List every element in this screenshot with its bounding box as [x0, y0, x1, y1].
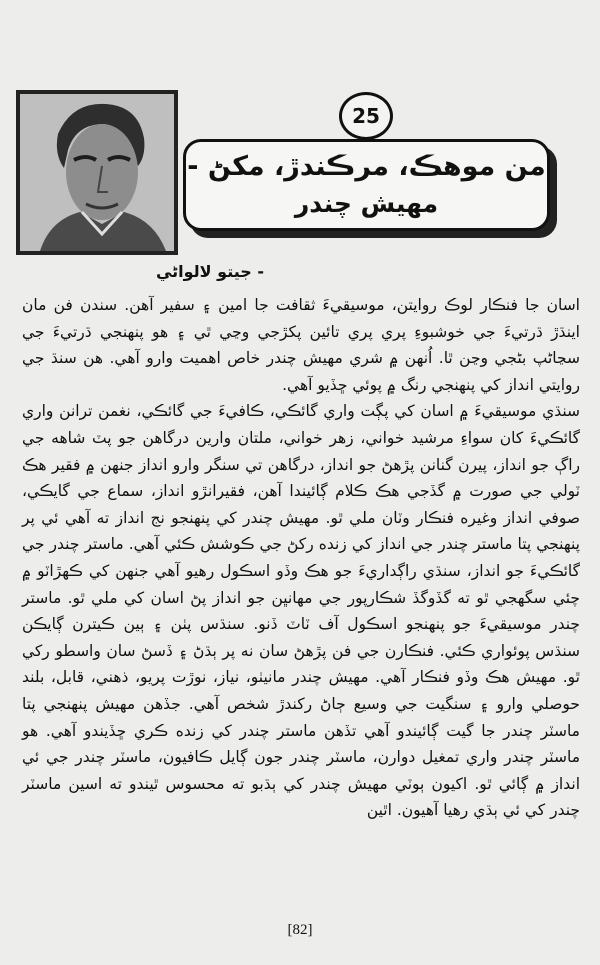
- chapter-number-badge: [339, 92, 393, 140]
- portrait-image: [20, 94, 174, 251]
- chapter-number: 25: [352, 104, 380, 128]
- paragraph: سنڌي موسيقيءَ ۾ اسان کي پڳت واري گائڪي، ڪافيءَ جي گائڪي، نغمن ترانن واري گائڪيءَ کان سواءِ مرشيد خواني، زهر خواني، ملتان وارين درگاهن جو پٽ شاهه جي راڳ جو انداز، پيرن گنانن پڙهڻ جو انداز، درگاهن تي سنگر وارو انداز جنهن ۾ فقير هڪ ٽولي جي صورت ۾ گڏجي هڪ ڪلام ڳائيندا آهن، فقيرانڙو انداز، سماع جي گايڪي، صوفي انداز وغيره فنڪار وٽان ملي ٿو. مهيش چندر کي پنهنجو نج انداز ته آهي ئي پر پنهنجي پتا ماستر چندر جي انداز کي زنده رکڻ جي ڪوشش ڪئي آهي. ماستر چندر جي گائڪيءَ جو انداز، سنڌي راڳداريءَ جو هڪ وڏو اسڪول رهيو آهي جنهن کي ڪهڙاٽو ۾ چئي سگهجي ٿو ته گڏوگڏ شڪارپور جي مهانڀن جو انداز پڻ اسان کي ملي ٿو. ماستر چندر موسيقيءَ جو پنهنجو اسڪول آف ٽاٽ ڏنو. سنڌس پٺن ۽ ٻين ڪيترن ڳايڪن سنڌس پوئواري ڪئي. فنڪارن جي فن پڙهڻ سان نه پر ٻڌڻ ۽ ڏسڻ سان واسطو رکي ٿو. مهيش هڪ وڏو فنڪار آهي. مهيش چندر مانيٺو، نياز، نوڙت پريو، ذهني، قابل، بلند حوصلي وارو ۽ سنگيت جي وسيع ڄاڻ رکندڙ شخص آهي. جڏهن مهيش پنهنجي پتا ماسٽر چندر جا گيت ڳائيندو آهي تڏهن ماستر چندر کي زنده ڪري ڇڏيندو آهي. هو ماسٽر چندر واري تمغيل دوارن، ماسٽر چندر جون ڳايل ڪافيون، ماسٽر چندر جي ئي انداز ۾ ڳائي ٿو. اکيون ٻوٽي مهيش چندر کي ٻڌبو ته محسوس ٿيندو ته اسين ماسٽر چندر کي ئي ٻڌي رهيا آهيون. اٿين: [22, 402, 580, 820]
- chapter-subject-name: مهيش چندر: [294, 189, 439, 218]
- chapter-title-box: [183, 139, 550, 231]
- paragraph: اسان جا فنڪار لوڪ روايتن، موسيقيءَ ثقافت جا امين ۽ سفير آهن. سندن فن مان اينڌڙ ڌرتيءَ جي خوشبوءِ پري پري تائين پکڙجي وڃي ٿي ۽ هو پنهنجي ڌرتيءَ جي سڃاڻپ بڻجي وڃن ٿا. اُنهن ۾ شري مهيش چندر خاص اهميت وارو آهي. هن سنڌ جي روايتي انداز کي پنهنجي رنگ ۾ پوئي ڇڏيو آهي.: [22, 296, 580, 394]
- author-portrait-photo: [16, 90, 178, 255]
- chapter-title: من موهڪ، مرڪندڙ، مکڻ -: [187, 151, 546, 182]
- page-number: [82]: [287, 922, 313, 938]
- author-byline: - جيتو لالواڻي: [155, 262, 264, 281]
- article-body: [22, 292, 580, 824]
